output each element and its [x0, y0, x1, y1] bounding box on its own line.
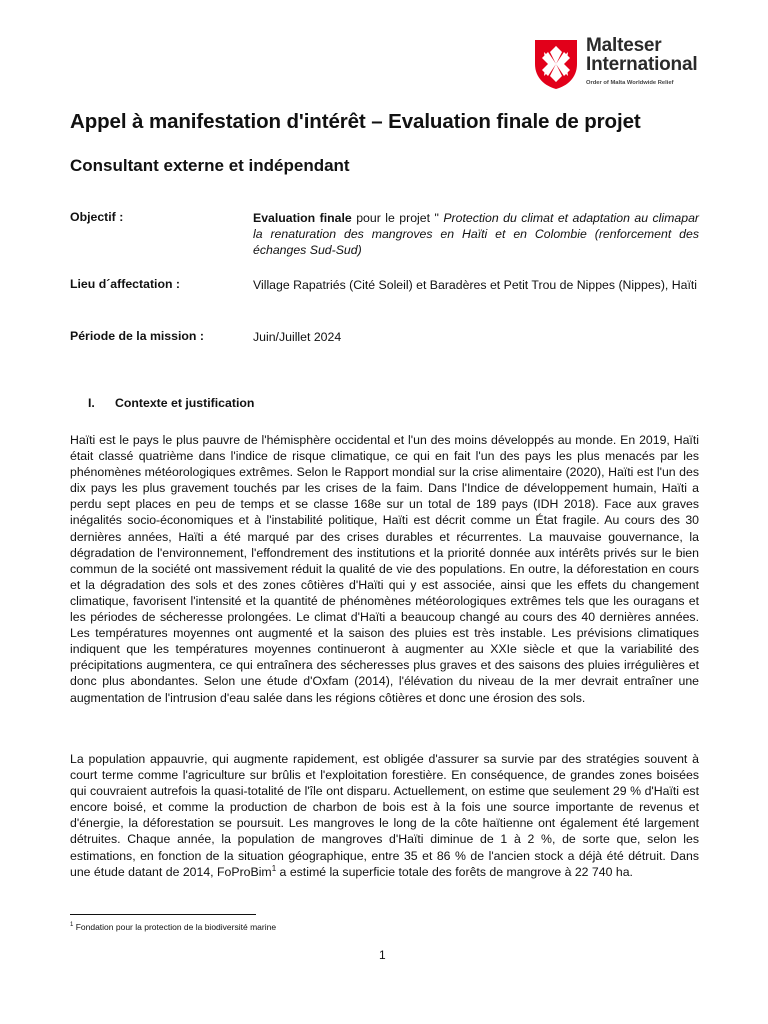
lieu-label: Lieu d´affectation :	[70, 277, 180, 291]
paragraph-2	[70, 751, 699, 880]
section-heading	[88, 396, 254, 410]
footnote-reference: 1	[271, 863, 277, 873]
logo-tagline: Order of Malta Worldwide Relief	[586, 80, 674, 86]
objectif-value-text: pour le projet "	[351, 211, 444, 225]
footnote-text: Fondation pour la protection de la biodiversité marine	[73, 922, 277, 932]
paragraph-2-text: La population appauvrie, qui augmente rapidement, est obligée d'assurer sa survie par des stratégies souvent à court terme comme l'agriculture sur brûlis et l'exploitation forestière. En conséquence, de grandes zones boisées qui couvraient autrefois la quasi-totalité de l'île ont disparu. Actuellement, on estime que seulement 29 % d'Haïti est encore boisé, et comme la production de charbon de bois est à la fois une source importante de revenus et d'énergie, la déforestation se poursuit. Les mangroves le long de la côte haïtienne ont également été largement détruites. Chaque année, la population de mangroves d'Haïti diminue de 1 à 2 %, de sorte que, selon les estimations, en fonction de la situation géographique, entre 35 et 86 % de l'ancien stock a déjà été détruit. Dans une étude datant de 2014, FoProBim	[70, 752, 699, 879]
lieu-value: Village Rapatriés (Cité Soleil) et Baradères et Petit Trou de Nippes (Nippes), Haïti	[253, 278, 698, 292]
document-title: Appel à manifestation d'intérêt – Evaluation finale de projet	[70, 110, 641, 133]
logo-name	[586, 36, 697, 74]
objectif-label: Objectif :	[70, 210, 124, 224]
document-subtitle: Consultant externe et indépendant	[70, 156, 350, 175]
section-title: Contexte et justification	[115, 396, 255, 410]
logo-name-line1: Malteser	[586, 35, 662, 56]
malteser-logo	[533, 36, 723, 94]
paragraph-1: Haïti est le pays le plus pauvre de l'hémisphère occidental et l'un des moins développés au monde. En 2019, Haïti était classé quatrième dans l'indice de risque climatique, ce qui en fait l'un des pays les plus menacés par les phénomènes météorologiques extrêmes. Selon le Rapport mondial sur la crise alimentaire (2020), Haïti est l'un des dix pays les plus gravement touchés par les crises de la faim. Dans l'Indice de développement humain, Haïti a perdu sept places en peu de temps et se classe 168e sur un total de 189 pays (IDH 2018). Face aux graves inégalités socio-économiques et à l'instabilité politique, Haïti est décrit comme un État fragile. Au cours des 30 dernières années, Haïti a été marqué par des crises durables et récurrentes. La mauvaise gouvernance, la dégradation de l'environnement, l'effondrement des institutions et la priorité donnée aux intérêts privés sur le bien commun de la société ont massivement réduit la qualité de vie des populations. En outre, la déforestation en cours et la dégradation des sols et des zones côtières d'Haïti qui y est associée, ainsi que les effets du changement climatique, favorisent l'intensité et la quantité de phénomènes météorologiques extrêmes tels que les ouragans et les périodes de sécheresse prolongées. Le climat d'Haïti a beaucoup changé au cours des 40 dernières années. Les températures moyennes ont augmenté et la saison des pluies est très instable. Les prévisions climatiques indiquent que les températures moyennes continueront à augmenter au XXIe siècle et que la variabilité des précipitations augmentera, ce qui entraînera des sécheresses plus graves et des saisons des pluies irrégulières et donc plus abondantes. Selon une étude d'Oxfam (2014), l'élévation du niveau de la mer devrait entraîner une augmentation de l'intrusion d'eau salée dans les régions côtières et donc une érosion des sols.	[70, 433, 699, 705]
maltese-cross-shield-icon	[533, 38, 579, 90]
paragraph-2-end: a estimé la superficie totale des forêts de mangrove à 22 740 ha.	[276, 864, 633, 879]
footnote	[70, 922, 276, 932]
footnote-marker: 1	[70, 922, 74, 929]
section-number: I.	[88, 396, 95, 410]
periode-value: Juin/Juillet 2024	[253, 330, 342, 344]
objectif-value-italic: Protection du climat et adaptation au climapar la renaturation des mangroves en Haïti et en Colombie (renforcement des échanges Sud-Sud)	[253, 211, 700, 257]
page-number: 1	[379, 948, 386, 962]
objectif-value	[253, 210, 699, 258]
logo-name-line2: International	[586, 54, 698, 75]
objectif-value-bold: Evaluation finale	[253, 211, 352, 225]
footnote-divider	[70, 914, 256, 915]
periode-label: Période de la mission :	[70, 329, 204, 343]
